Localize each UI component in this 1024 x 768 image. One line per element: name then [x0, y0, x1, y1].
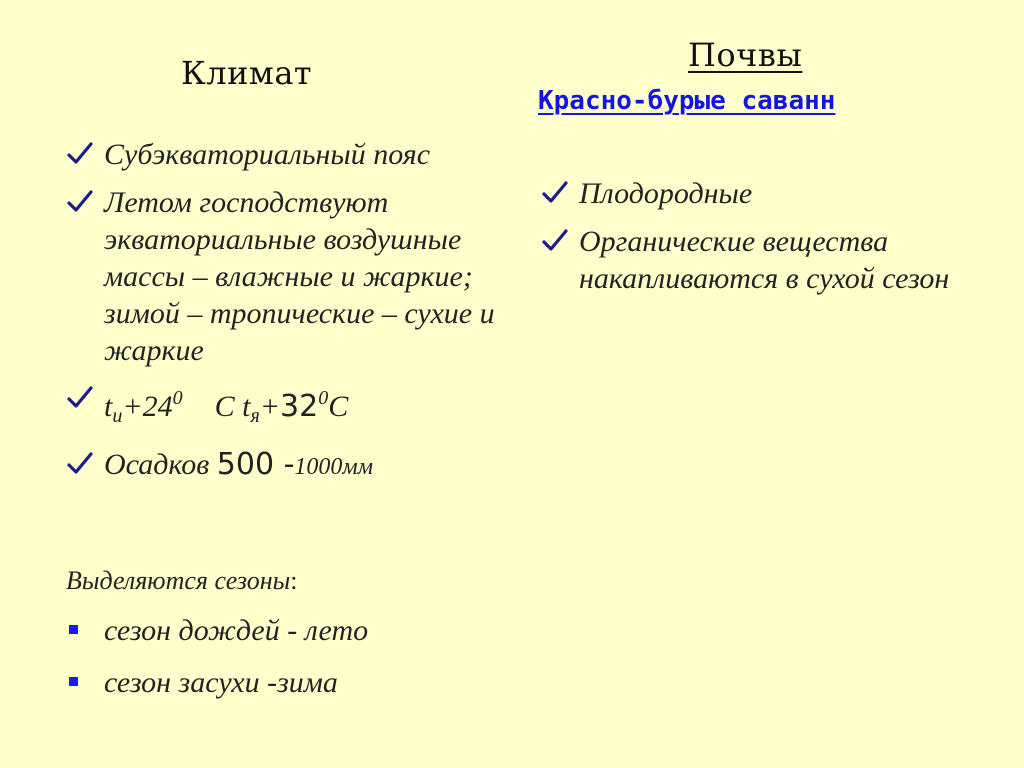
list-item-text: Органические вещества накапливаются в сухой сезон [579, 225, 950, 295]
precip-value: 500 - [216, 447, 295, 482]
temp-sub-january: я [250, 405, 260, 427]
checkmark-icon [66, 140, 94, 168]
temp-degree-2: 0 [318, 387, 329, 409]
temp-t: t [104, 390, 113, 423]
list-item [66, 184, 506, 369]
list-item-text: Летом господствуют экваториальные воздушные массы – влажные и жаркие; зимой – тропические – сухие и жаркие [104, 186, 495, 367]
checkmark-icon [541, 227, 569, 255]
checkmark-icon [66, 384, 94, 412]
climate-heading: Климат [181, 54, 313, 92]
temp-value-2: 32 [280, 389, 319, 424]
list-item [541, 223, 961, 297]
temp-sub-july: и [112, 405, 123, 427]
list-item [66, 136, 506, 173]
temperature-item [66, 380, 506, 435]
checkmark-icon [66, 450, 94, 478]
precipitation-item [66, 446, 506, 486]
list-item [66, 612, 506, 649]
precip-label: Осадков [104, 448, 217, 481]
season-text: сезон дождей - лето [104, 614, 369, 647]
temp-degree-1: 0 [172, 387, 183, 409]
square-bullet-icon [69, 677, 78, 686]
temp-plus: + [259, 390, 280, 423]
precip-rest: 1000мм [294, 454, 374, 480]
climate-list [66, 136, 506, 497]
checkmark-icon [66, 188, 94, 216]
seasons-list [66, 612, 506, 716]
list-item-text: Плодородные [579, 177, 753, 210]
seasons-label: Выделяются сезоны: [66, 566, 298, 595]
list-item [541, 175, 961, 212]
season-text: сезон засухи -зима [104, 666, 338, 699]
temp-c: С [328, 390, 349, 423]
soils-heading: Почвы [688, 36, 803, 74]
soils-list [541, 175, 961, 308]
soil-type-link[interactable]: Красно-бурые саванн [538, 86, 836, 116]
list-item-text: Субэкваториальный пояс [104, 138, 431, 171]
checkmark-icon [541, 179, 569, 207]
temp-c-t: С t [214, 390, 251, 423]
list-item [66, 664, 506, 701]
temp-value-1: +24 [122, 390, 173, 423]
square-bullet-icon [69, 625, 78, 634]
